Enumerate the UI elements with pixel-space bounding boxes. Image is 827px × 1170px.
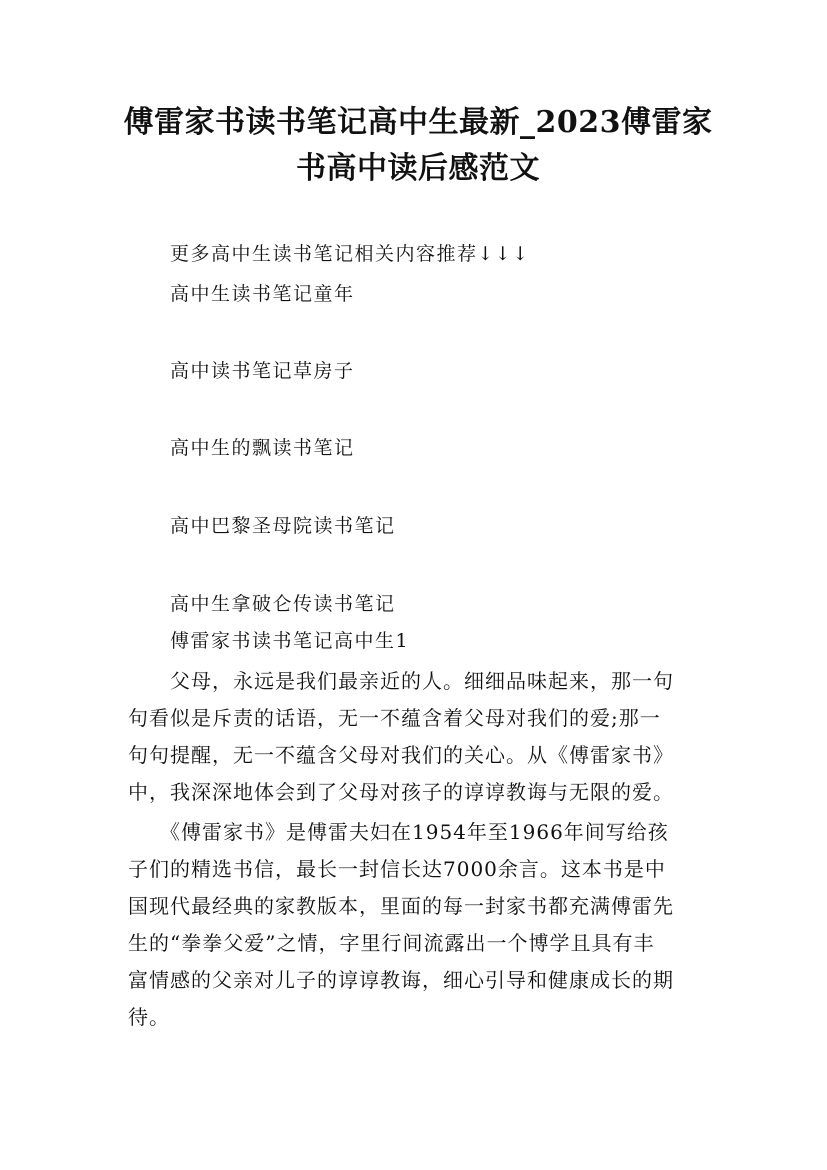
paragraph-1 (128, 663, 718, 811)
paragraph-1-line: 句看似是斥责的话语，无一不蕴含着父母对我们的爱;那一 (128, 706, 661, 730)
paragraph-1-line: 中，我深深地体会到了父母对孩子的谆谆教诲与无限的爱。 (128, 780, 674, 804)
recommend-link-thatched-house[interactable]: 高中读书笔记草房子 (170, 360, 355, 382)
paragraph-2-line: 子们的精选书信，最长一封信长达7000余言。这本书是中 (128, 857, 666, 881)
title-line-1: 傅雷家书读书笔记高中生最新_2023傅雷家 (123, 105, 713, 140)
paragraph-2-line: 富情感的父亲对儿子的谆谆教诲，细心引导和健康成长的期 (128, 968, 674, 992)
paragraph-1-line: 父母，永远是我们最亲近的人。细细品味起来，那一句 (128, 669, 674, 693)
recommend-intro: 更多高中生读书笔记相关内容推荐↓↓↓ (170, 243, 530, 265)
recommend-link-notre-dame[interactable]: 高中巴黎圣母院读书笔记 (170, 515, 396, 537)
recommend-link-gone-with-wind[interactable]: 高中生的飘读书笔记 (170, 437, 355, 459)
document-title (118, 100, 718, 192)
recommend-link-childhood[interactable]: 高中生读书笔记童年 (170, 283, 355, 305)
paragraph-2-line: 国现代最经典的家教版本，里面的每一封家书都充满傅雷先 (128, 894, 674, 918)
paragraph-2 (128, 814, 718, 1036)
paragraph-1-line: 句句提醒，无一不蕴含父母对我们的关心。从《傅雷家书》 (128, 743, 674, 767)
paragraph-2-line: 《傅雷家书》是傅雷夫妇在1954年至1966年间写给孩 (128, 820, 669, 844)
paragraph-2-line: 待。 (128, 1005, 170, 1029)
paragraph-2-line: 生的“拳拳父爱”之情，字里行间流露出一个博学且具有丰 (128, 931, 655, 955)
section-heading: 傅雷家书读书笔记高中生1 (170, 630, 410, 652)
recommend-link-napoleon[interactable]: 高中生拿破仑传读书笔记 (170, 593, 396, 615)
title-line-2: 书高中读后感范文 (296, 151, 540, 186)
